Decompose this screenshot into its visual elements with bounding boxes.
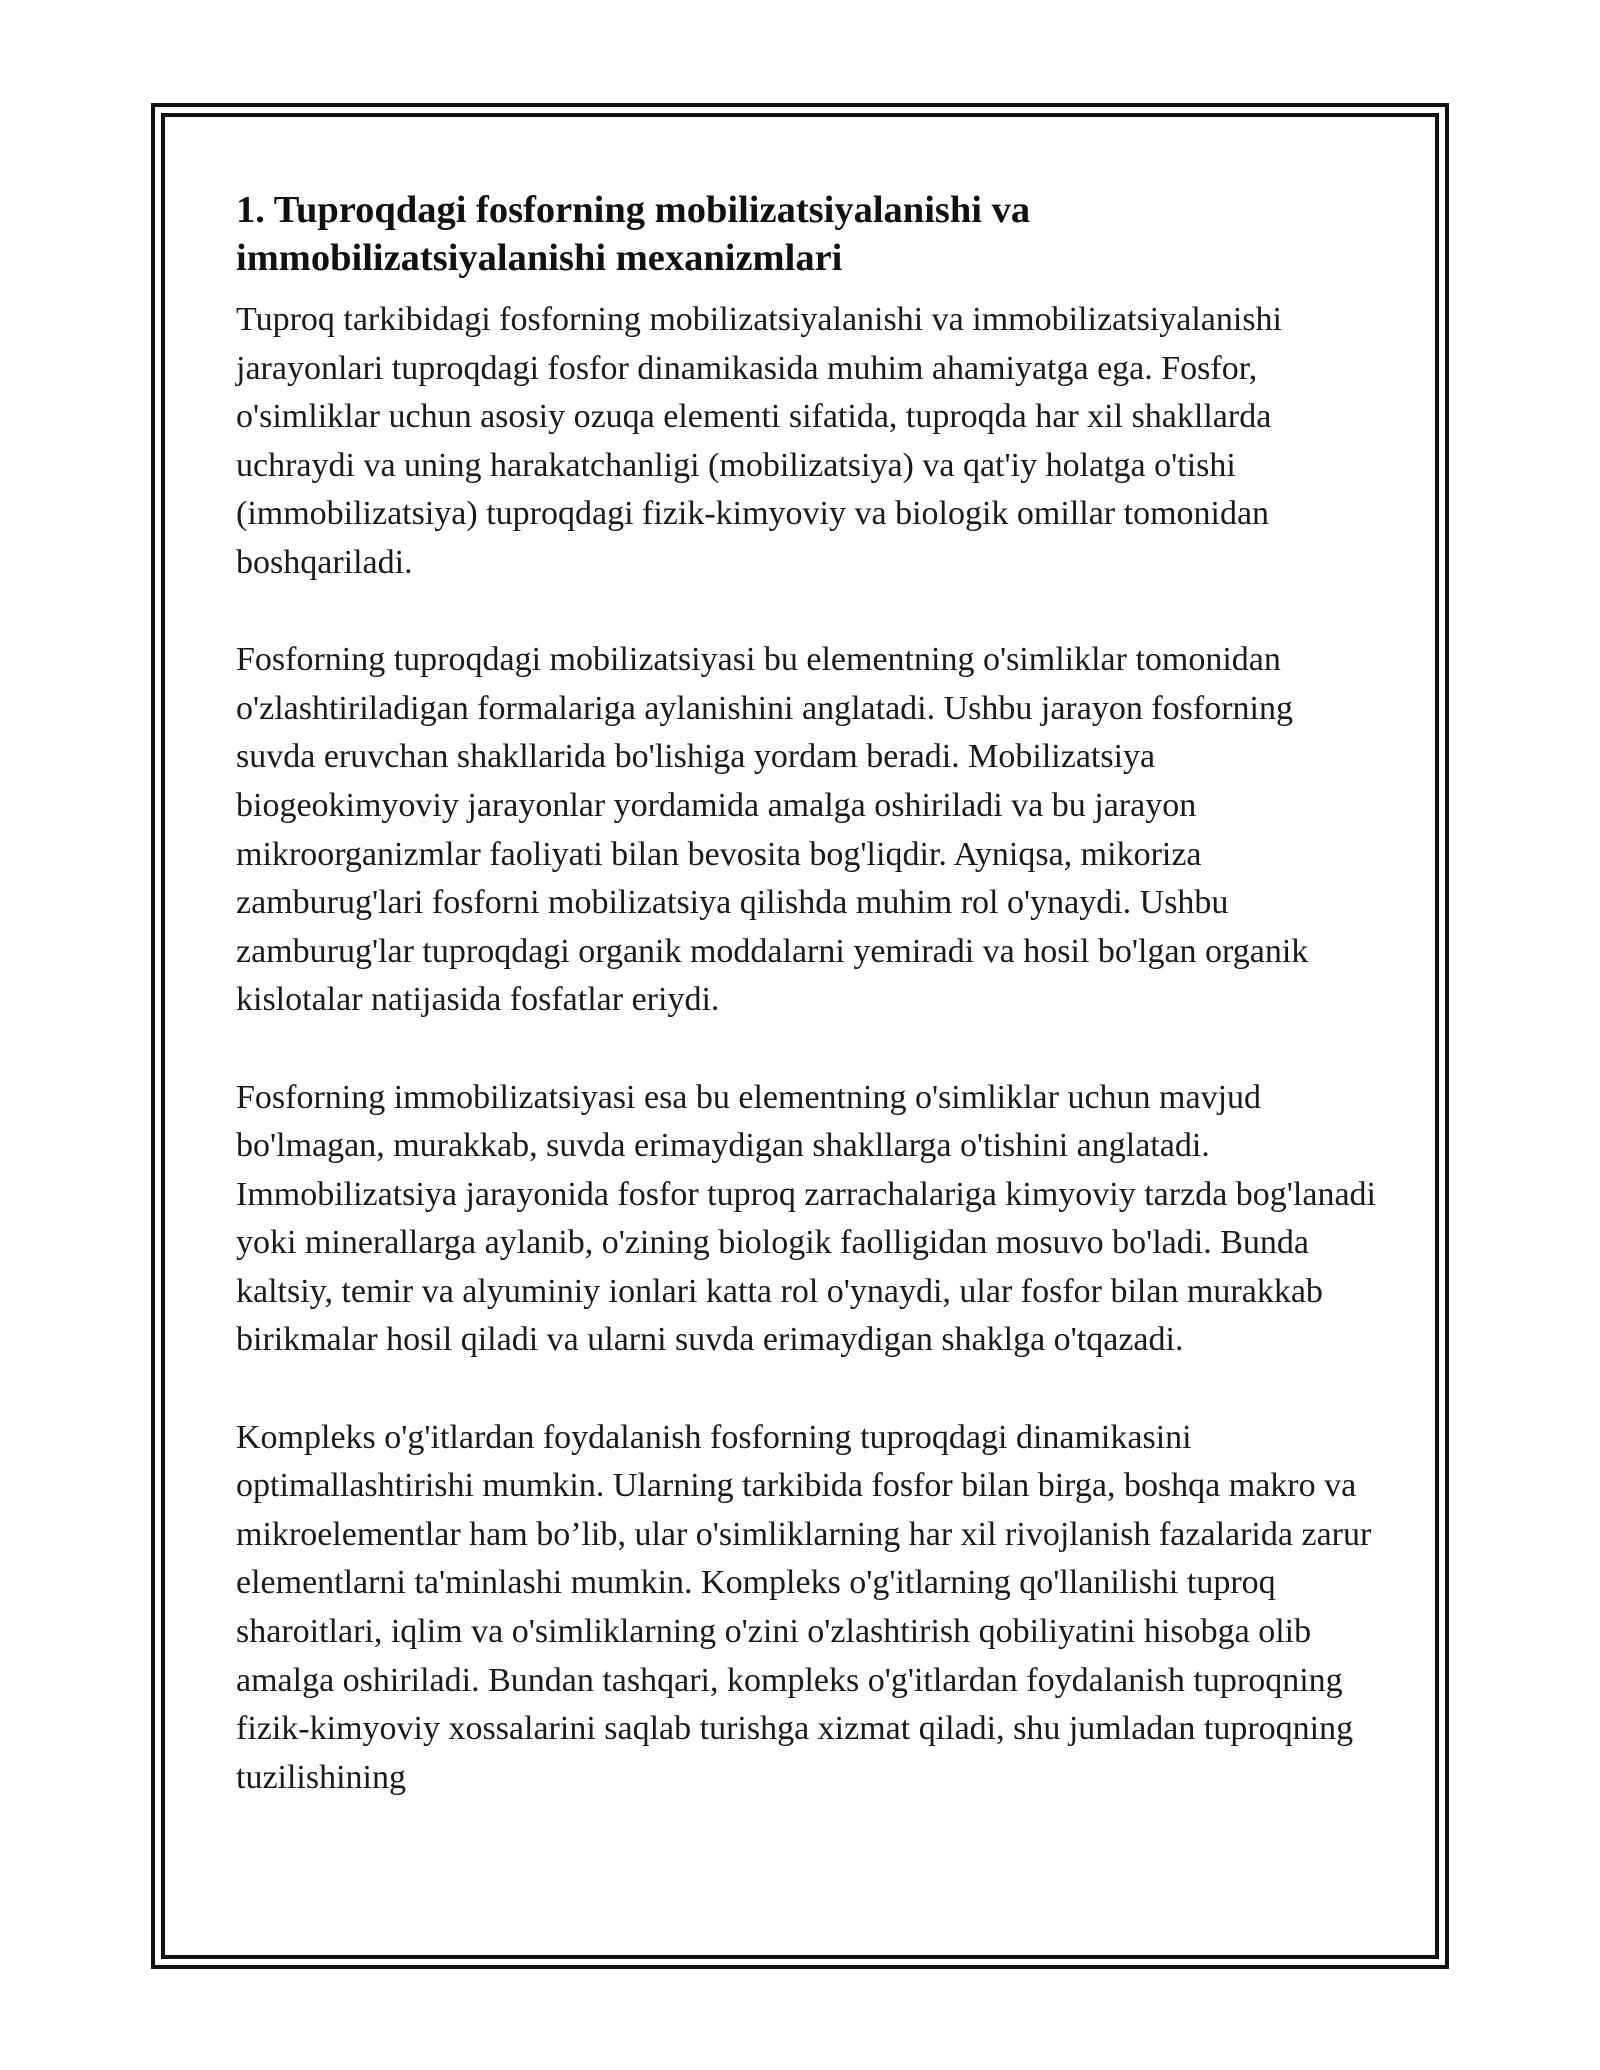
paragraph-1: Tuproq tarkibidagi fosforning mobilizatsiyalanishi va immobilizatsiyalanishi jarayonlari tuproqdagi fosfor dinamikasida muhim ahamiyatga ega. Fosfor, o'simliklar uchun asosiy ozuqa elementi sifatida, tuproqda har xil shakllarda uchraydi va uning harakatchanligi (mobilizatsiya) va qat'iy holatga o'tishi (immobilizatsiya) tuproqdagi fizik-kimyoviy va biologik omillar tomonidan boshqariladi. <box>236 301 1282 581</box>
paragraph-2: Fosforning tuproqdagi mobilizatsiyasi bu elementning o'simliklar tomonidan o'zlashtiriladigan formalariga aylanishini anglatadi. Ushbu jarayon fosforning suvda eruvchan shakllarida bo'lishiga yordam beradi. Mobilizatsiya biogeokimyoviy jarayonlar yordamida amalga oshiriladi va bu jarayon mikroorganizmlar faoliyati bilan bevosita bog'liqdir. Ayniqsa, mikoriza zamburug'lari fosforni mobilizatsiya qilishda muhim rol o'ynaydi. Ushbu zamburug'lar tuproqdagi organik moddalarni yemiradi va hosil bo'lgan organik kislotalar natijasida fosfatlar eriydi. <box>236 641 1309 1019</box>
paragraph-3: Fosforning immobilizatsiyasi esa bu elementning o'simliklar uchun mavjud bo'lmagan, murakkab, suvda erimaydigan shakllarga o'tishini anglatadi. Immobilizatsiya jarayonida fosfor tuproq zarrachalariga kimyoviy tarzda bog'lanadi yoki minerallarga aylanib, o'zining biologik faolligidan mosuvo bo'ladi. Bunda kaltsiy, temir va alyuminiy ionlari katta rol o'ynaydi, ular fosfor bilan murakkab birikmalar hosil qiladi va ularni suvda erimaydigan shaklga o'tqazadi. <box>236 1078 1376 1359</box>
document-body <box>236 186 1376 1851</box>
paragraph-4: Kompleks o'g'itlardan foydalanish fosforning tuproqdagi dinamikasini optimallashtirishi mumkin. Ularning tarkibida fosfor bilan birga, boshqa makro va mikroelementlar ham bo’lib, ular o'simliklarning har xil rivojlanish fazalarida zarur elementlarni ta'minlashi mumkin. Kompleks o'g'itlarning qo'llanilishi tuproq sharoitlari, iqlim va o'simliklarning o'zini o'zlashtirish qobiliyatini hisobga olib amalga oshiriladi. Bundan tashqari, kompleks o'g'itlardan foydalanish tuproqning fizik-kimyoviy xossalarini saqlab turishga xizmat qiladi, shu jumladan tuproqning tuzilishining <box>236 1418 1372 1796</box>
section-heading: 1. Tuproqdagi fosforning mobilizatsiyalanishi va immobilizatsiyalanishi mexanizmlari <box>236 189 1031 279</box>
